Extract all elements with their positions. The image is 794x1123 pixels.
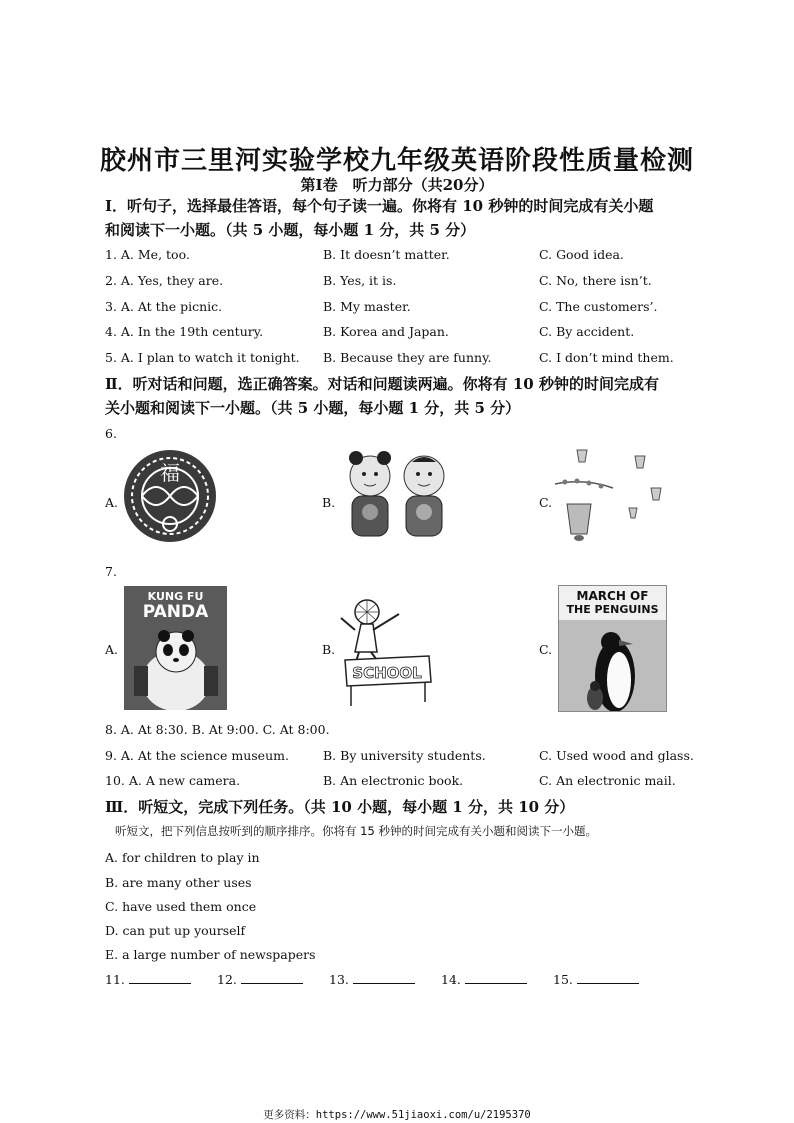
question-8-options: 8. A. At 8:30. B. At 9:00. C. At 8:00. — [105, 722, 330, 737]
list-item: C. have used them once — [105, 899, 257, 914]
section1-heading — [105, 194, 705, 242]
blank-11[interactable] — [105, 972, 191, 987]
option-c: C. An electronic mail. — [539, 773, 676, 788]
q7-label-c: C. — [539, 642, 553, 657]
question-row — [105, 299, 705, 319]
blank-number: 14. — [441, 972, 461, 987]
section3-instruction: 听短文，把下列信息按听到的顺序排序。你将有 15 秒钟的时间完成有关小题和阅读下一小题。 — [115, 824, 597, 838]
question-row — [105, 247, 705, 267]
answer-line[interactable] — [465, 972, 527, 984]
page-title: 胶州市三里河实验学校九年级英语阶段性质量检测 — [99, 146, 694, 176]
spiderman-school-image — [337, 590, 437, 710]
list-item: A. for children to play in — [105, 850, 260, 865]
option-a: 3. A. At the picnic. — [105, 299, 223, 314]
q6-label-a: A. — [105, 495, 119, 510]
poster-a-title — [124, 591, 227, 621]
blank-13[interactable] — [329, 972, 415, 987]
blank-15[interactable] — [553, 972, 639, 987]
list-item: E. a large number of newspapers — [105, 947, 316, 962]
section2-heading-line2: 关小题和阅读下一小题。（共 5 小题，每小题 1 分，共 5 分） — [105, 399, 521, 417]
blank-number: 15. — [553, 972, 573, 987]
page-subtitle: 第Ⅰ卷 听力部分（共20分） — [300, 176, 494, 194]
option-a: 1. A. Me, too. — [105, 247, 190, 262]
option-a: 10. A. A new camera. — [105, 773, 241, 788]
option-c: C. The customers’. — [539, 299, 658, 314]
q7-label-b: B. — [322, 642, 336, 657]
paper-cutting-character: 福 — [160, 461, 180, 485]
paper-cutting-image — [122, 448, 218, 544]
march-of-penguins-poster — [558, 585, 667, 712]
list-item: B. are many other uses — [105, 875, 252, 890]
q7-label-a: A. — [105, 642, 119, 657]
option-a: 2. A. Yes, they are. — [105, 273, 224, 288]
option-c: C. No, there isn’t. — [539, 273, 652, 288]
section1-heading-line1: Ⅰ．听句子，选择最佳答语，每个句子读一遍。你将有 10 秒钟的时间完成有关小题 — [105, 197, 654, 215]
option-a: 5. A. I plan to watch it tonight. — [105, 350, 300, 365]
poster-c-line1: MARCH OF — [576, 589, 649, 603]
section1-heading-line2: 和阅读下一小题。（共 5 小题，每小题 1 分，共 5 分） — [105, 221, 476, 239]
question-row — [105, 748, 705, 768]
option-b: B. Korea and Japan. — [323, 324, 449, 339]
option-b: B. An electronic book. — [323, 773, 464, 788]
option-c: C. By accident. — [539, 324, 635, 339]
option-c: C. Good idea. — [539, 247, 624, 262]
answer-blanks — [105, 972, 705, 992]
blank-number: 11. — [105, 972, 125, 987]
question-row — [105, 324, 705, 344]
answer-line[interactable] — [129, 972, 191, 984]
section3-heading: Ⅲ．听短文，完成下列任务。（共 10 小题，每小题 1 分，共 10 分） — [105, 798, 575, 816]
blank-number: 12. — [217, 972, 237, 987]
option-b: B. My master. — [323, 299, 411, 314]
blank-14[interactable] — [441, 972, 527, 987]
option-a: 4. A. In the 19th century. — [105, 324, 264, 339]
option-c: C. Used wood and glass. — [539, 748, 694, 763]
poster-a-line2: PANDA — [142, 602, 209, 622]
option-a: 9. A. At the science museum. — [105, 748, 289, 763]
option-b: B. It doesn’t matter. — [323, 247, 450, 262]
q6-label-b: B. — [322, 495, 336, 510]
poster-a-line1: KUNG FU — [147, 590, 204, 603]
clay-dolls-image — [340, 450, 455, 545]
answer-line[interactable] — [241, 972, 303, 984]
section2-heading — [105, 372, 705, 420]
question-7-number: 7. — [105, 564, 117, 579]
question-row — [105, 350, 705, 370]
option-c: C. I don’t mind them. — [539, 350, 674, 365]
section2-heading-line1: Ⅱ．听对话和问题，选正确答案。对话和问题读两遍。你将有 10 秒钟的时间完成有 — [105, 375, 659, 393]
question-row — [105, 773, 705, 793]
school-sign-text: SCHOOL — [352, 664, 422, 682]
q6-label-c: C. — [539, 495, 553, 510]
question-6-number: 6. — [105, 426, 117, 441]
option-b: B. Because they are funny. — [323, 350, 492, 365]
kung-fu-panda-poster — [124, 586, 227, 710]
blank-12[interactable] — [217, 972, 303, 987]
sky-lanterns-image — [555, 448, 667, 550]
option-b: B. Yes, it is. — [323, 273, 397, 288]
question-row — [105, 273, 705, 293]
question-row — [105, 722, 705, 742]
option-b: B. By university students. — [323, 748, 486, 763]
list-item: D. can put up yourself — [105, 923, 246, 938]
poster-c-line2: THE PENGUINS — [566, 603, 659, 616]
answer-line[interactable] — [577, 972, 639, 984]
blank-number: 13. — [329, 972, 349, 987]
footer-link[interactable]: 更多资料：https://www.51jiaoxi.com/u/2195370 — [263, 1109, 531, 1121]
answer-line[interactable] — [353, 972, 415, 984]
